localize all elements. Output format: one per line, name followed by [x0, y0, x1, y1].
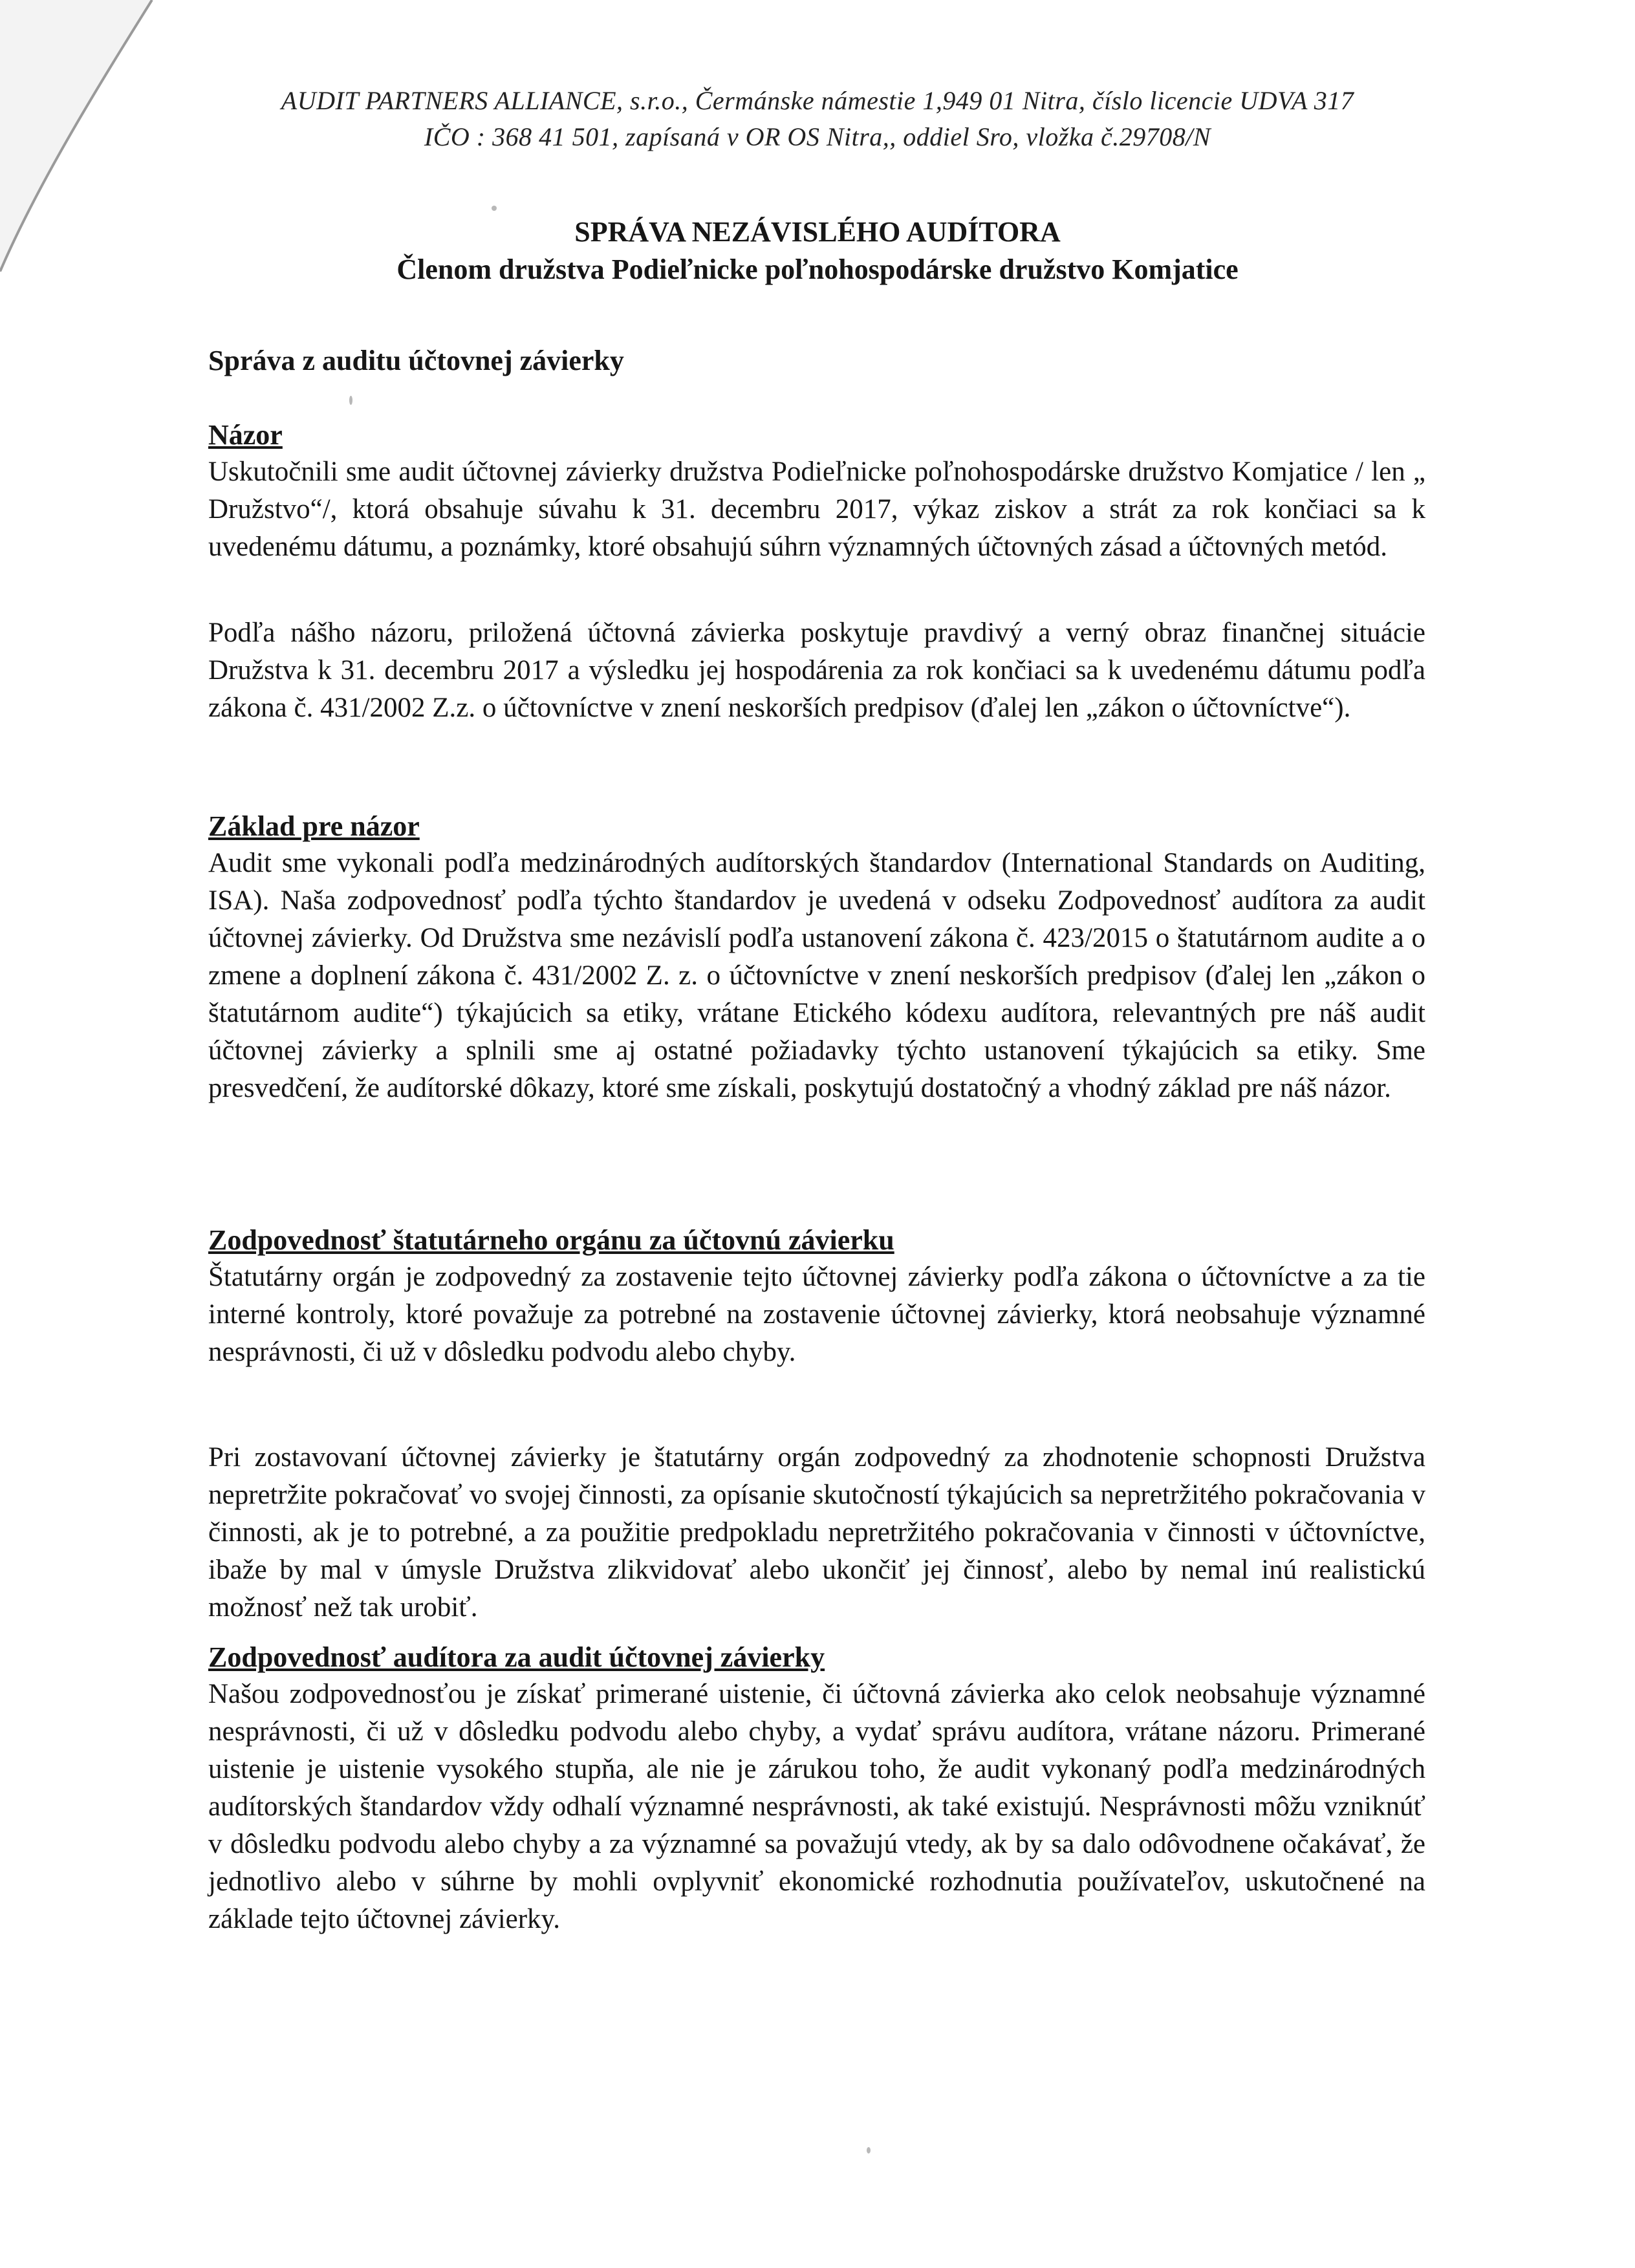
- basis-paragraph: Audit sme vykonali podľa medzinárodných audítorských štandardov (International Standards on Auditing, ISA). Naša zodpovednosť podľa týchto štandardov je uvedená v odseku Zodpovednosť audítora za audit účtovnej závierky. Od Družstva sme nezávislí podľa ustanovení zákona č. 423/2015 o štatutárnom audite a o zmene a doplnení zákona č. 431/2002 Z. z. o účtovníctve v znení neskorších predpisov (ďalej len „zákon o štatutárnom audite“) týkajúcich sa etiky, vrátane Etického kódexu audítora, relevantných pre náš audit účtovnej závierky a splnili sme aj ostatné požiadavky týchto ustanovení týkajúcich sa etiky. Sme presvedčení, že audítorské dôkazy, ktoré sme získali, poskytujú dostatočný a vhodný základ pre náš názor.: [208, 848, 1425, 1103]
- auditor-paragraph: Našou zodpovednosťou je získať primerané uistenie, či účtovná závierka ako celok neobsahuje významné nesprávnosti, či už v dôsledku podvodu alebo chyby, a vydať správu audítora, vrátane názoru. Primerané uistenie je uistenie vysokého stupňa, ale nie je zárukou toho, že audit vykonaný podľa medzinárodných audítorských štandardov vždy odhalí významné nesprávnosti, ak také existujú. Nesprávnosti môžu vzniknúť v dôsledku podvodu alebo chyby a za významné sa považujú vtedy, ak by sa dalo odôvodnene očakávať, že jednotlivo alebo v súhrne by mohli ovplyvniť ekonomické rozhodnutia používateľov, uskutočnené na základe tejto účtovnej závierky.: [208, 1679, 1425, 1934]
- letterhead-line-2: IČO : 368 41 501, zapísaná v OR OS Nitra,, oddiel Sro, vložka č.29708/N: [424, 122, 1211, 151]
- scan-speck: [492, 206, 497, 211]
- scan-speck: [349, 396, 352, 405]
- letterhead-line-1: AUDIT PARTNERS ALLIANCE, s.r.o., Čermánske námestie 1,949 01 Nitra, číslo licencie UDVA 317: [281, 86, 1354, 115]
- scan-speck: [867, 2147, 871, 2154]
- statutory-paragraph-1: Štatutárny orgán je zodpovedný za zostavenie tejto účtovnej závierky podľa zákona o účtovníctve a za tie interné kontroly, ktoré považuje za potrebné na zostavenie účtovnej závierky, ktorá neobsahuje významné nesprávnosti, či už v dôsledku podvodu alebo chyby.: [208, 1262, 1425, 1367]
- document-title-recipient: Členom družstva Podieľnicke poľnohospodárske družstvo Komjatice: [396, 254, 1239, 285]
- basis-heading: Základ pre názor: [208, 810, 420, 842]
- document-title: [0, 213, 1635, 288]
- opinion-heading: Názor: [208, 419, 283, 451]
- document-title-main: SPRÁVA NEZÁVISLÉHO AUDÍTORA: [574, 216, 1061, 248]
- opinion-paragraph-2: Podľa nášho názoru, priložená účtovná závierka poskytuje pravdivý a verný obraz finančnej situácie Družstva k 31. decembru 2017 a výsledku jej hospodárenia za rok končiaci sa k uvedenému dátumu podľa zákona č. 431/2002 Z.z. o účtovníctve v znení neskorších predpisov (ďalej len „zákon o účtovníctve“).: [208, 618, 1425, 723]
- auditor-heading: Zodpovednosť audítora za audit účtovnej závierky: [208, 1641, 825, 1673]
- statutory-heading: Zodpovednosť štatutárneho orgánu za účtovnú závierku: [208, 1224, 894, 1256]
- letterhead: [0, 83, 1635, 155]
- section-title: Správa z auditu účtovnej závierky: [208, 345, 624, 376]
- opinion-paragraph-1: Uskutočnili sme audit účtovnej závierky družstva Podieľnicke poľnohospodárske družstvo Komjatice / len „ Družstvo“/, ktorá obsahuje súvahu k 31. decembru 2017, výkaz ziskov a strát za rok končiaci sa k uvedenému dátumu, a poznámky, ktoré obsahujú súhrn významných účtovných zásad a účtovných metód.: [208, 457, 1425, 562]
- statutory-paragraph-2: Pri zostavovaní účtovnej závierky je štatutárny orgán zodpovedný za zhodnotenie schopnosti Družstva nepretržite pokračovať vo svojej činnosti, za opísanie skutočností týkajúcich sa nepretržitého pokračovania v činnosti, ak je to potrebné, a za použitie predpokladu nepretržitého pokračovania v činnosti v účtovníctve, ibaže by mal v úmysle Družstva zlikvidovať alebo ukončiť jej činnosť, alebo by nemal inú realistickú možnosť než tak urobiť.: [208, 1442, 1425, 1623]
